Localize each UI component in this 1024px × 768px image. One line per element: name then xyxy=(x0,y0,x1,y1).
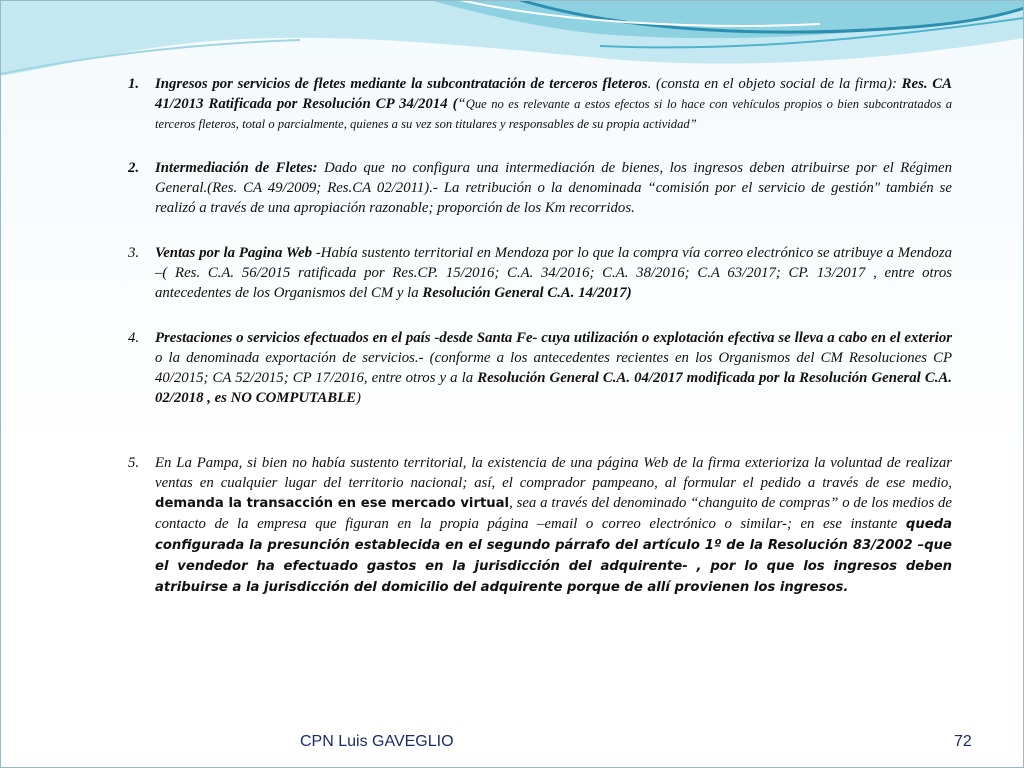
page-number: 72 xyxy=(954,733,972,750)
item-text: . (consta en el objeto social de la firma): xyxy=(647,76,902,92)
item-text: Res. CA 41/2013 Ratificada por Resolución CP 34/2014 ( xyxy=(155,76,952,112)
item-text: -Había sustento territorial en Mendoza por lo que la compra vía correo electrónico se atribuye a Mendoza –( Res. C.A. 56/2015 ratificada por Res.CP. 15/2016; C.A. 34/2016; C.A. 38/2016; C.A 63/2017; CP. 13/2017 , entre otros antecedentes de los Organismos del CM y la xyxy=(155,245,952,301)
item-text: Ventas por la Pagina Web xyxy=(155,245,313,261)
item-text: , sea a través del denominado “changuito de compras” o de los medios de contacto de la empresa que figuran en la propia página –email o correo electrónico o similar-; en ese instante xyxy=(155,495,952,532)
item-text: Que no es relevante a estos efectos si lo hace con vehículos propios o bien subcontratados a terceros fleteros, total o parcialmente, quienes a su vez son titulares y responsables de su propia actividad” xyxy=(155,97,952,131)
item-text: Ingresos por servicios de fletes mediante la subcontratación de terceros fleteros xyxy=(155,76,648,92)
slide-content xyxy=(128,74,952,598)
item-number: 5. xyxy=(128,455,140,471)
item-text: En La Pampa, si bien no había sustento territorial, la existencia de una página Web de la firma exterioriza la voluntad de realizar ventas en cualquier lugar del territorio nacional; así, el comprador pampeano, al formular el pedido a través de ese medio, xyxy=(155,455,952,491)
item-text: demanda la transacción en ese mercado virtual xyxy=(155,496,510,511)
item-number: 4. xyxy=(128,330,140,346)
list-item xyxy=(128,158,952,218)
item-number: 3. xyxy=(128,245,140,261)
item-text: “ xyxy=(457,96,466,112)
item-text: Prestaciones o servicios efectuados en el país -desde Santa Fe- cuya utilización o explotación efectiva se lleva a cabo en el exterior xyxy=(155,330,952,346)
item-text: Dado que no configura una intermediación de bienes, los ingresos deben atribuirse por el Régimen General.(Res. CA 49/2009; Res.CA 02/2011).- La retribución o la denominada “comisión por el servicio de gestión" también se realizó a través de una apropiación razonable; proporción de los Km recorridos. xyxy=(155,160,953,216)
item-text: ) xyxy=(356,390,361,406)
list-item xyxy=(128,243,952,303)
item-text: Intermediación de Fletes: xyxy=(155,160,318,176)
item-text: Resolución General C.A. 04/2017 modificada por la Resolución General C.A. 02/2018 , es NO COMPUTABLE xyxy=(155,370,952,406)
item-number: 2. xyxy=(128,160,140,176)
list-item xyxy=(128,453,952,598)
item-number: 1. xyxy=(128,76,140,92)
item-text: o la denominada exportación de servicios.- (conforme a los antecedentes recientes en los Organismos del CM Resoluciones CP 40/2015; CA 52/2015; CP 17/2016, entre otros y a la xyxy=(155,350,952,386)
item-text: queda configurada la presunción establecida en el segundo párrafo del artículo 1º de la Resolución 83/2002 –que el vendedor ha efectuado gastos en la jurisdicción del adquirente- , por lo que los ingresos deben atribuirse a la jurisdicción del domicilio del adquirente porque de allí provienen los ingresos. xyxy=(155,517,952,595)
list-item xyxy=(128,328,952,408)
footer-author: CPN Luis GAVEGLIO xyxy=(300,733,454,750)
list-item xyxy=(128,74,952,134)
item-text: Resolución General C.A. 14/2017) xyxy=(422,285,632,301)
